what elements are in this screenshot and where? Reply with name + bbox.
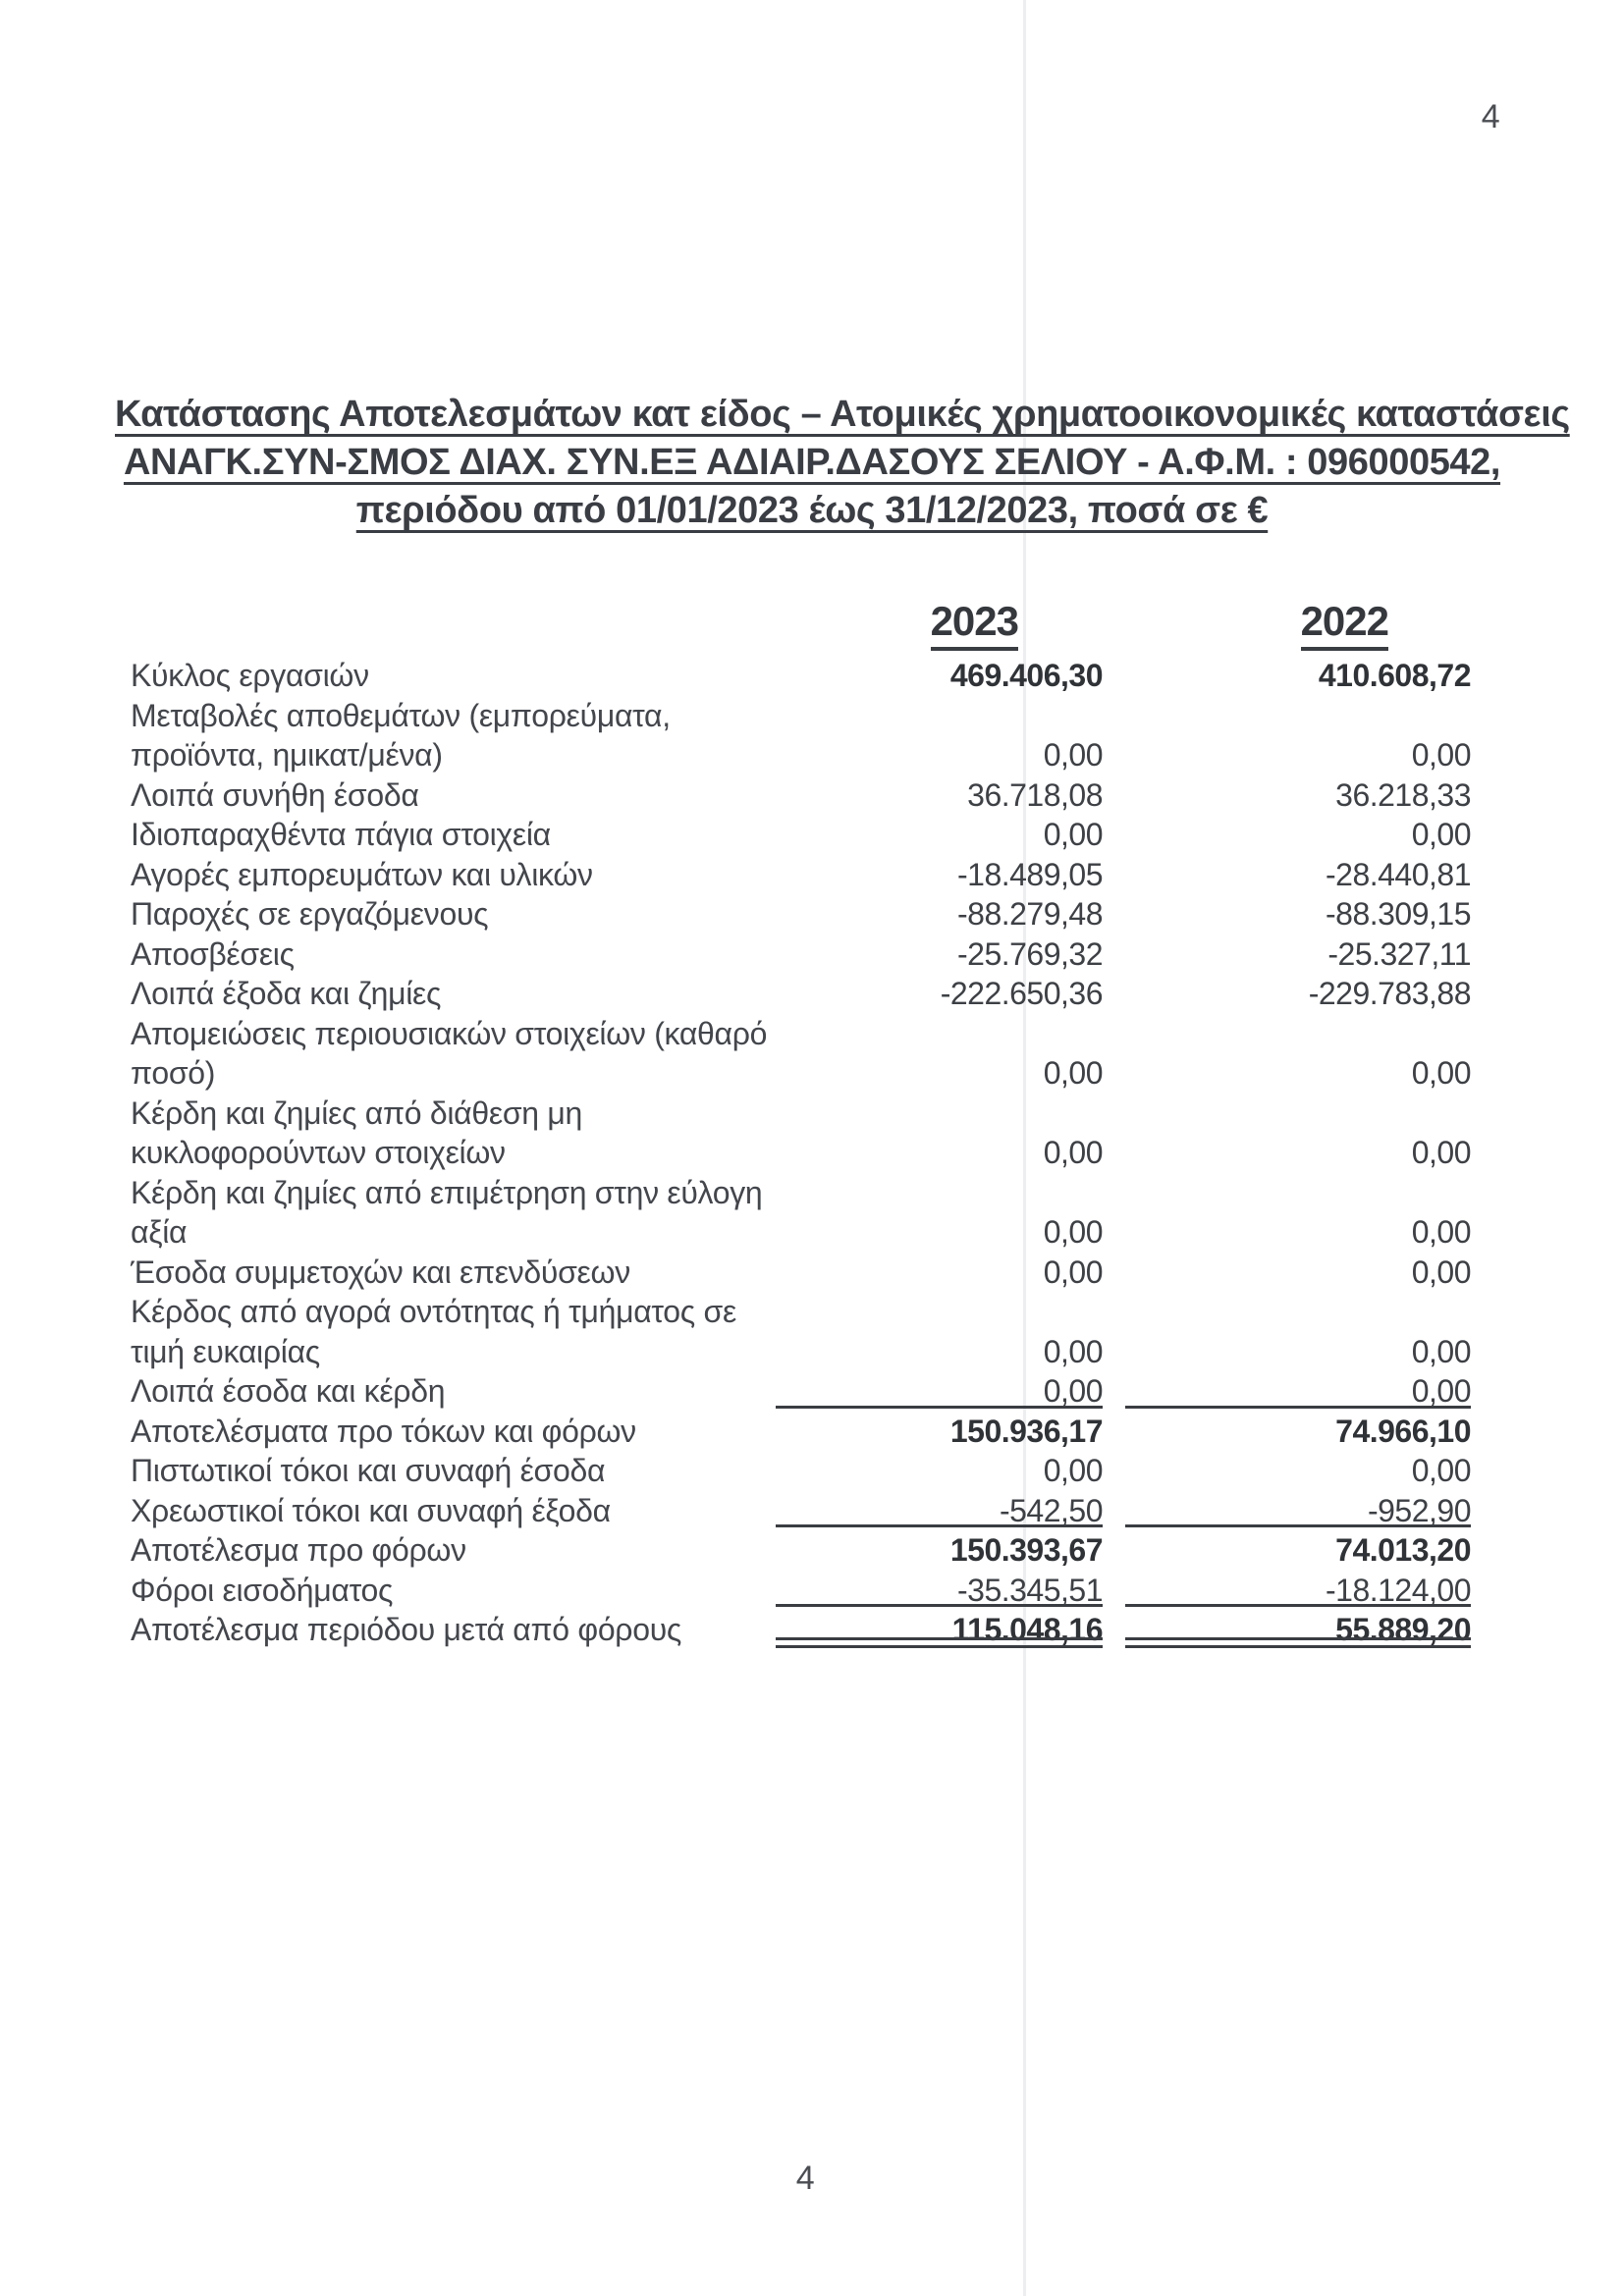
row-label (131, 1571, 776, 1611)
row-label (131, 934, 776, 975)
table-row (131, 1292, 1471, 1371)
row-label-line: Ιδιοπαραχθέντα πάγια στοιχεία (131, 817, 551, 852)
value-2022: 0,00 (1411, 817, 1471, 852)
value-2022: 74.013,20 (1335, 1532, 1471, 1568)
row-label (131, 1371, 776, 1412)
value-2022: 36.218,33 (1335, 776, 1471, 813)
row-label (131, 1094, 776, 1173)
row-label (131, 855, 776, 895)
value-2022: 0,00 (1125, 1371, 1471, 1412)
value-2023: -88.279,48 (956, 896, 1103, 932)
value-2023: 0,00 (1043, 1254, 1103, 1290)
row-label-line: κυκλοφορούντων στοιχείων (131, 1135, 506, 1170)
value-2023: -542,50 (776, 1491, 1103, 1531)
table-row (131, 1412, 1471, 1452)
value-2023: 0,00 (1043, 1333, 1103, 1369)
row-label-line: Πιστωτικοί τόκοι και συναφή έσοδα (131, 1453, 606, 1488)
row-label-line: Αποτέλεσμα προ φόρων (131, 1532, 466, 1568)
value-2022: 0,00 (1411, 1055, 1471, 1091)
value-2022: -952,90 (1125, 1491, 1471, 1531)
value-2023: 0,00 (1043, 737, 1103, 773)
row-label-line: Φόροι εισοδήματος (131, 1572, 394, 1608)
table-row (131, 1530, 1471, 1571)
row-label (131, 1014, 776, 1094)
value-2022: 410.608,72 (1318, 658, 1471, 693)
value-2023: 469.406,30 (949, 658, 1103, 693)
value-2023: 0,00 (776, 1371, 1103, 1412)
row-label-line: αξία (131, 1214, 188, 1250)
row-label (131, 775, 776, 816)
row-label-line: τιμή ευκαιρίας (131, 1333, 320, 1369)
value-2023: 0,00 (1043, 1135, 1103, 1170)
row-label-line: Κέρδη και ζημίες από επιμέτρηση στην εύλογη (131, 1174, 763, 1210)
table-row (131, 1610, 1471, 1650)
value-2022: 0,00 (1411, 1453, 1471, 1488)
row-label-line: Αποτελέσματα προ τόκων και φόρων (131, 1413, 636, 1449)
row-label-line: Απομειώσεις περιουσιακών στοιχείων (καθαρό (131, 1015, 768, 1051)
table-row (131, 1173, 1471, 1253)
row-label (131, 1173, 776, 1253)
value-2023: 36.718,08 (967, 776, 1103, 813)
value-2023: -25.769,32 (956, 935, 1103, 972)
value-2022: -25.327,11 (1327, 935, 1471, 972)
table-row (131, 1571, 1471, 1611)
value-2022: -18.124,00 (1125, 1571, 1471, 1611)
row-label-line: Αποτέλεσμα περιόδου μετά από φόρους (131, 1612, 682, 1647)
title-line-statement-name: Κατάστασης Αποτελεσμάτων κατ είδος – Ατομικές χρηματοοικονομικές καταστάσεις (115, 394, 1570, 435)
value-2023: -18.489,05 (956, 856, 1103, 892)
row-label (131, 1491, 776, 1531)
column-header-2023: 2023 (776, 599, 1103, 651)
row-label-line: Μεταβολές αποθεμάτων (εμπορεύματα, (131, 697, 671, 733)
value-2023: -35.345,51 (776, 1571, 1103, 1611)
page-number-top: 4 (1481, 98, 1500, 135)
row-label-line: Έσοδα συμμετοχών και επενδύσεων (131, 1254, 630, 1290)
row-label-line: Χρεωστικοί τόκοι και συναφή έξοδα (131, 1492, 611, 1528)
row-label-line: Κύκλος εργασιών (131, 658, 369, 693)
value-2022: -229.783,88 (1308, 976, 1471, 1011)
table-row (131, 974, 1471, 1014)
value-2023: 0,00 (1043, 1055, 1103, 1091)
row-label-line: Αποσβέσεις (131, 935, 295, 972)
row-label (131, 1610, 776, 1650)
row-label (131, 815, 776, 855)
value-2023: 0,00 (1043, 817, 1103, 852)
row-label-line: Λοιπά έσοδα και κέρδη (131, 1373, 446, 1409)
table-row (131, 775, 1471, 816)
value-2022: 0,00 (1411, 1333, 1471, 1369)
row-label (131, 894, 776, 934)
value-2022: 74.966,10 (1335, 1413, 1471, 1449)
row-label-line: Κέρδη και ζημίες από διάθεση μη (131, 1095, 582, 1131)
row-label (131, 1292, 776, 1371)
table-row (131, 1014, 1471, 1094)
row-label-line: Αγορές εμπορευμάτων και υλικών (131, 856, 593, 892)
value-2022: 0,00 (1411, 737, 1471, 773)
title-line-entity-name: ΑΝΑΓΚ.ΣΥΝ-ΣΜΟΣ ΔΙΑΧ. ΣΥΝ.ΕΞ ΑΔΙΑΙΡ.ΔΑΣΟΥΣ ΣΕΛΙΟΥ - Α.Φ.Μ. : 096000542, (123, 442, 1501, 483)
value-2023: 0,00 (1043, 1453, 1103, 1488)
value-2023: 0,00 (1043, 1214, 1103, 1250)
table-row (131, 696, 1471, 775)
table-row (131, 1253, 1471, 1293)
title-line-period: περιόδου από 01/01/2023 έως 31/12/2023, ποσά σε € (355, 490, 1269, 531)
value-2023: 150.393,67 (949, 1532, 1103, 1568)
report-title (115, 391, 1570, 535)
row-label-line: Κέρδος από αγορά οντότητας ή τμήματος σε (131, 1294, 736, 1329)
table-row (131, 934, 1471, 975)
value-2023: -222.650,36 (940, 976, 1103, 1011)
column-header-2022: 2022 (1125, 599, 1471, 651)
table-row (131, 1094, 1471, 1173)
value-2022: 0,00 (1411, 1254, 1471, 1290)
row-label (131, 1530, 776, 1571)
value-2023: 150.936,17 (949, 1413, 1103, 1449)
page-number-bottom: 4 (795, 2160, 815, 2197)
row-label (131, 974, 776, 1014)
row-label-line: ποσό) (131, 1055, 216, 1091)
table-row (131, 1491, 1471, 1531)
table-row (131, 656, 1471, 696)
table-row (131, 1451, 1471, 1491)
row-label (131, 1253, 776, 1293)
table-row (131, 1371, 1471, 1412)
income-statement-table (131, 599, 1471, 1650)
value-2022: 0,00 (1411, 1135, 1471, 1170)
table-row (131, 855, 1471, 895)
row-label-line: Παροχές σε εργαζόμενους (131, 896, 489, 932)
row-label (131, 1451, 776, 1491)
table-header-row (131, 599, 1471, 656)
table-row (131, 815, 1471, 855)
row-label (131, 1412, 776, 1452)
value-2022: 0,00 (1411, 1214, 1471, 1250)
table-body (131, 656, 1471, 1650)
row-label (131, 696, 776, 775)
row-label-line: Λοιπά συνήθη έσοδα (131, 776, 419, 813)
row-label (131, 656, 776, 696)
value-2022: -28.440,81 (1325, 856, 1471, 892)
row-label-line: Λοιπά έξοδα και ζημίες (131, 976, 442, 1011)
value-2023: 115.048,16 (776, 1610, 1103, 1650)
value-2022: 55.889,20 (1125, 1610, 1471, 1650)
table-row (131, 894, 1471, 934)
value-2022: -88.309,15 (1325, 896, 1471, 932)
row-label-line: προϊόντα, ημικατ/μένα) (131, 737, 443, 773)
